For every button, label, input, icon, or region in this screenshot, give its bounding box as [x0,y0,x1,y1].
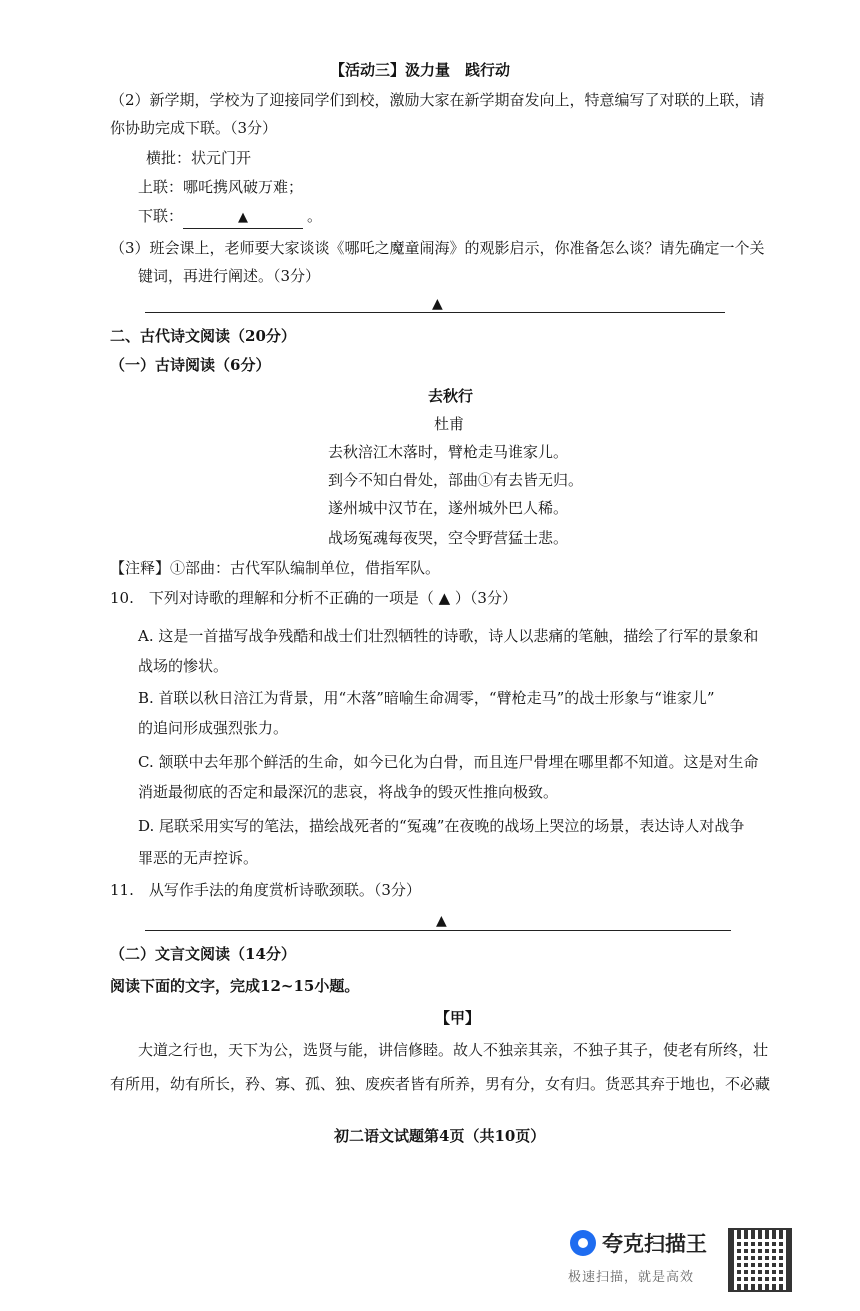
q10-option-a-cont: 战场的惨状。 [138,657,229,675]
poem-line: 遂州城中汉节在，遂州城外巴人稀。 [328,499,569,517]
couplet-upper: 上联：哪吒携风破万难； [138,178,304,196]
q10-option-a: A. 这是一首描写战争残酷和战士们壮烈牺牲的诗歌，诗人以悲痛的笔触，描绘了行军的景象和 [138,627,759,645]
couplet-lower [138,206,322,229]
couplet-answer-blank[interactable] [183,206,303,229]
q10-stem: 10. 下列对诗歌的理解和分析不正确的一项是（ ▲ ）（3分） [110,589,517,607]
part2-instruction: 阅读下面的文字，完成12~15小题。 [110,977,360,995]
answer-marker-icon: ▲ [238,210,249,225]
q10-option-b: B. 首联以秋日涪江为背景，用“木落”暗喻生命凋零，“臂枪走马”的战士形象与“谁家儿” [138,689,715,707]
section2-heading: 二、古代诗文阅读（20分） [110,327,296,345]
q3-line1: （3）班会课上，老师要大家谈谈《哪吒之魔童闹海》的观影启示，你准备怎么谈？请先确定一个关 [110,239,765,257]
part1-heading: （一）古诗阅读（6分） [110,356,271,374]
poem-title: 去秋行 [428,387,474,405]
watermark-brand: 夸克扫描王 [602,1232,707,1256]
q11-stem: 11. 从写作手法的角度赏析诗歌颈联。（3分） [110,881,421,899]
q10-option-d-cont: 罪恶的无声控诉。 [138,849,259,867]
poem-line: 战场冤魂每夜哭，空令野营猛士悲。 [328,529,569,547]
poem-line: 去秋涪江木落时，臂枪走马谁家儿。 [328,443,569,461]
answer-marker-icon: ▲ [432,296,443,312]
part2-heading: （二）文言文阅读（14分） [110,945,296,963]
poem-author: 杜甫 [434,415,465,433]
q10-option-c-cont: 消逝最彻底的否定和最深沉的悲哀，将战争的毁灭性推向极致。 [138,783,559,801]
answer-line[interactable] [145,930,731,931]
watermark-slogan: 极速扫描，就是高效 [568,1270,695,1285]
q10-option-b-cont: 的追问形成强烈张力。 [138,719,289,737]
answer-marker-icon: ▲ [436,913,447,929]
q3-line2: 键词，再进行阐述。（3分） [138,267,321,285]
passage-line: 大道之行也，天下为公，选贤与能，讲信修睦。故人不独亲其亲，不独子其子，使老有所终，壮 [138,1041,769,1059]
passage-label: 【甲】 [435,1009,481,1027]
activity3-heading: 【活动三】汲力量 践行动 [330,61,511,79]
q10-option-d: D. 尾联采用实写的笔法，描绘战死者的“冤魂”在夜晚的战场上哭泣的场景，表达诗人对战争 [138,817,745,835]
poem-line: 到今不知白骨处，部曲①有去皆无归。 [328,471,584,489]
q2-line1: （2）新学期，学校为了迎接同学们到校，激励大家在新学期奋发向上，特意编写了对联的上联，请 [110,91,765,109]
scanner-watermark [562,1222,854,1298]
page-footer: 初二语文试题第4页（共10页） [334,1127,546,1145]
poem-note: 【注释】①部曲：古代军队编制单位，借指军队。 [110,559,441,577]
couplet-horizontal: 横批：状元门开 [146,149,252,167]
passage-line: 有所用，幼有所长，矜、寡、孤、独、废疾者皆有所养，男有分，女有归。货恶其弃于地也，不必藏 [110,1075,771,1093]
couplet-end: 。 [307,207,323,225]
answer-line[interactable] [145,312,725,313]
q2-line2: 你协助完成下联。（3分） [110,119,278,137]
qr-code-icon [728,1228,792,1292]
scanner-logo-icon [570,1230,596,1256]
couplet-lower-label: 下联： [138,207,184,225]
q10-option-c: C. 颔联中去年那个鲜活的生命，如今已化为白骨，而且连尸骨埋在哪里都不知道。这是对生命 [138,753,759,771]
